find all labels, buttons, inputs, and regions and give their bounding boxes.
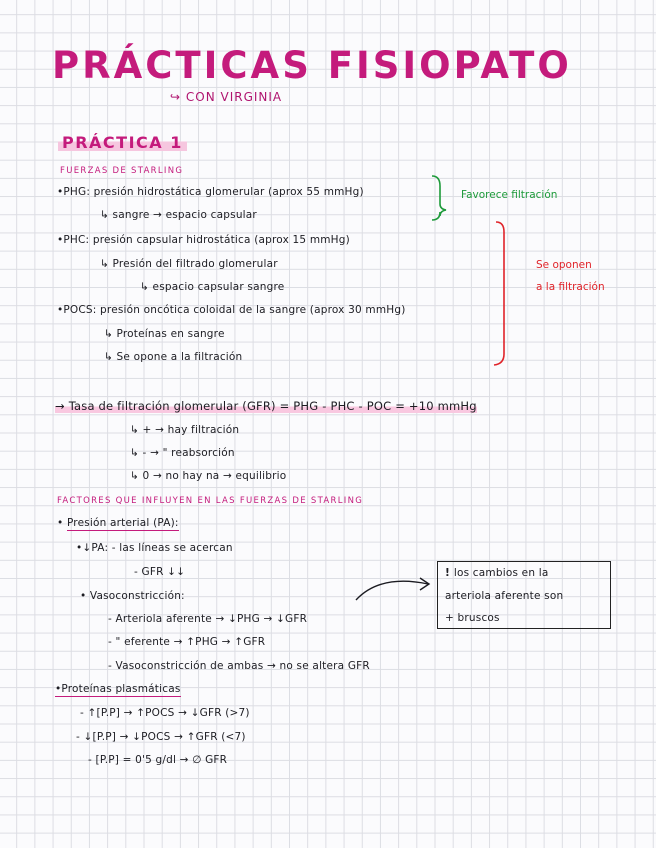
vaso-heading: • Vasoconstricción: bbox=[80, 590, 185, 602]
pocs-line: •POCS: presión oncótica coloidal de la sangre (aprox 30 mmHg) bbox=[57, 304, 406, 316]
tfg-positive: ↳ + → hay filtración bbox=[130, 424, 240, 436]
prot-line-2: - ↓[P.P] → ↓POCS → ↑GFR (<7) bbox=[76, 731, 246, 743]
red-bracket bbox=[494, 222, 504, 365]
prot-line-3: - [P.P] = 0'5 g/dl → ∅ GFR bbox=[88, 754, 228, 766]
pa-line-1: •↓PA: - las líneas se acercan bbox=[76, 542, 233, 554]
green-bracket bbox=[432, 176, 446, 220]
note-line-3: + bruscos bbox=[445, 612, 500, 624]
fuerzas-heading: FUERZAS DE STARLING bbox=[60, 166, 184, 176]
vaso-line-3: - Vasoconstricción de ambas → no se altera GFR bbox=[108, 660, 370, 672]
factores-heading: FACTORES QUE INFLUYEN EN LAS FUERZAS DE STARLING bbox=[57, 496, 364, 506]
prot-line-1: - ↑[P.P] → ↑POCS → ↓GFR (>7) bbox=[80, 707, 250, 719]
presion-arterial-heading: • Presión arterial (PA): bbox=[57, 517, 179, 529]
favorece-note: Favorece filtración bbox=[461, 189, 558, 201]
phc-sub1: ↳ Presión del filtrado glomerular bbox=[100, 258, 278, 270]
curved-arrow bbox=[356, 581, 428, 600]
tfg-zero: ↳ 0 → no hay na → equilibrio bbox=[130, 470, 287, 482]
exclamation-icon: ! bbox=[445, 567, 454, 579]
note-line-2: arteriola aferente son bbox=[445, 590, 564, 602]
phg-sub: ↳ sangre → espacio capsular bbox=[100, 209, 257, 221]
phc-sub2: ↳ espacio capsular sangre bbox=[140, 281, 285, 293]
se-oponen-note-1: Se oponen bbox=[536, 259, 592, 271]
tfg-line: → Tasa de filtración glomerular (GFR) = PHG - PHC - POC = +10 mmHg bbox=[55, 399, 477, 413]
vaso-line-1: - Arteriola aferente → ↓PHG → ↓GFR bbox=[108, 613, 308, 625]
pocs-sub1: ↳ Proteínas en sangre bbox=[104, 328, 225, 340]
tfg-negative: ↳ - → " reabsorción bbox=[130, 447, 235, 459]
phc-line: •PHC: presión capsular hidrostática (aprox 15 mmHg) bbox=[57, 234, 350, 246]
pocs-sub2: ↳ Se opone a la filtración bbox=[104, 351, 243, 363]
practica-heading: PRÁCTICA 1 bbox=[58, 133, 187, 152]
page-title: PRÁCTICAS FISIOPATO bbox=[52, 44, 572, 87]
pa-line-2: - GFR ↓↓ bbox=[134, 566, 186, 578]
vaso-line-2: - " eferente → ↑PHG → ↑GFR bbox=[108, 636, 266, 648]
note-line-1: ! los cambios en la bbox=[445, 567, 549, 579]
subtitle: ↪ CON VIRGINIA bbox=[170, 90, 283, 104]
arrow-icon: ↪ bbox=[170, 90, 186, 104]
se-oponen-note-2: a la filtración bbox=[536, 281, 605, 293]
phg-line: •PHG: presión hidrostática glomerular (aprox 55 mmHg) bbox=[57, 186, 364, 198]
proteinas-heading: •Proteínas plasmáticas bbox=[55, 683, 181, 695]
